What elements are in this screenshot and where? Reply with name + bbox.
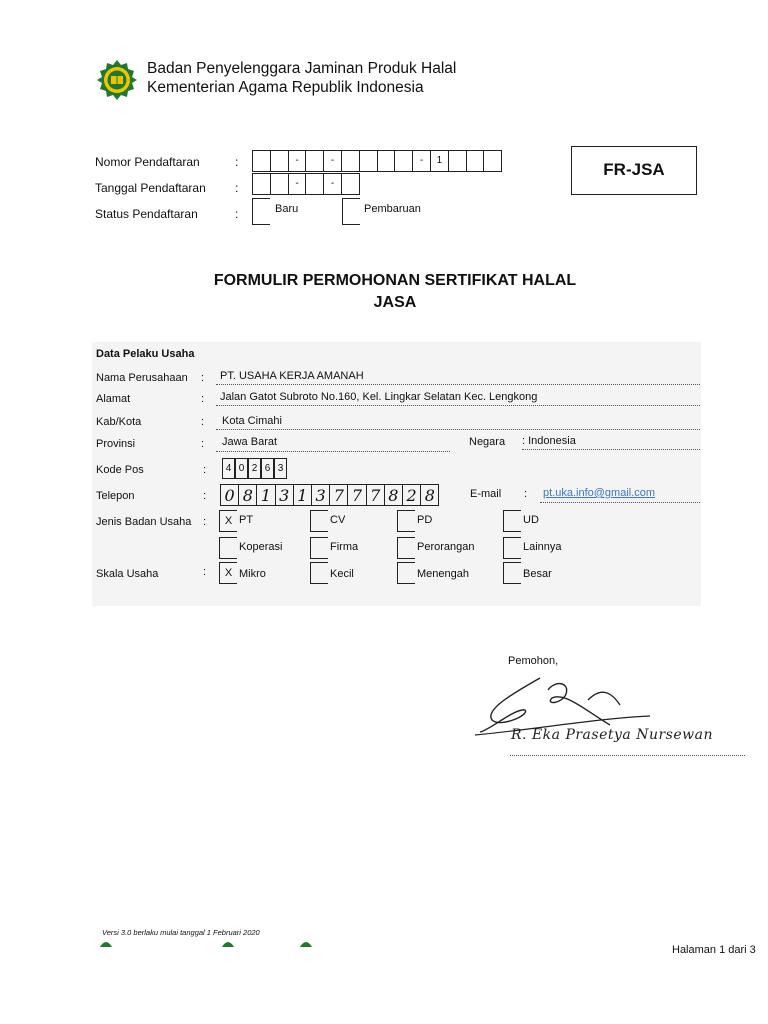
footer-leaf-icon bbox=[100, 940, 112, 948]
nomor-cell[interactable] bbox=[270, 150, 289, 172]
telepon-cell[interactable]: 3 bbox=[311, 484, 330, 506]
nomor-cell[interactable]: - bbox=[412, 150, 431, 172]
form-title: FORMULIR PERMOHONAN SERTIFIKAT HALAL bbox=[213, 272, 577, 289]
skala-option-label: Kecil bbox=[330, 568, 354, 580]
jenis-option-checkbox[interactable] bbox=[503, 537, 521, 559]
status-pendaftaran-label: Status Pendaftaran bbox=[95, 207, 198, 221]
telepon-cell[interactable]: 2 bbox=[402, 484, 421, 506]
telepon-cell[interactable]: 8 bbox=[384, 484, 403, 506]
telepon-cell[interactable]: 1 bbox=[256, 484, 275, 506]
signature-dotted-line bbox=[510, 755, 745, 756]
telepon-cell[interactable]: 7 bbox=[366, 484, 385, 506]
jenis-option-checkbox[interactable] bbox=[310, 537, 328, 559]
status-baru-label: Baru bbox=[275, 203, 299, 215]
tanggal-cell[interactable] bbox=[341, 173, 360, 195]
skala-option-checkbox[interactable] bbox=[503, 562, 521, 584]
skala-option-checkbox[interactable] bbox=[310, 562, 328, 584]
skala-option-label: Besar bbox=[523, 568, 552, 580]
colon: : bbox=[235, 207, 239, 221]
telepon-label: Telepon bbox=[96, 490, 135, 502]
colon: : bbox=[201, 438, 205, 450]
jenis-option-checkbox[interactable]: X bbox=[219, 510, 237, 532]
telepon-cell[interactable]: 7 bbox=[347, 484, 366, 506]
nomor-cell[interactable] bbox=[359, 150, 378, 172]
telepon-cell[interactable]: 1 bbox=[293, 484, 312, 506]
ministry-emblem-icon bbox=[96, 59, 138, 101]
status-baru-checkbox[interactable] bbox=[252, 198, 270, 225]
nomor-pendaftaran-label: Nomor Pendaftaran bbox=[95, 155, 200, 169]
tanggal-cell[interactable] bbox=[252, 173, 271, 195]
skala-option-checkbox[interactable]: X bbox=[219, 562, 237, 584]
jenis-option-label: Koperasi bbox=[239, 541, 283, 553]
alamat-value: Jalan Gatot Subroto No.160, Kel. Lingkar Selatan Kec. Lengkong bbox=[220, 391, 538, 403]
kode-pos-cell[interactable]: 6 bbox=[261, 458, 274, 479]
jenis-option-label: PD bbox=[417, 514, 433, 526]
colon: : bbox=[201, 372, 205, 384]
provinsi-value: Jawa Barat bbox=[222, 436, 278, 448]
form-code-box: FR-JSA bbox=[571, 146, 697, 195]
signer-name: R. Eka Prasetya Nursewan bbox=[511, 727, 713, 743]
colon: : bbox=[203, 516, 207, 528]
tanggal-cell[interactable]: - bbox=[288, 173, 307, 195]
email-label: E-mail bbox=[470, 488, 502, 500]
colon: : bbox=[201, 393, 205, 405]
dotted-line bbox=[216, 451, 450, 452]
negara-label: Negara bbox=[469, 436, 506, 448]
alamat-label: Alamat bbox=[96, 393, 131, 405]
dotted-line bbox=[216, 429, 700, 430]
skala-option-checkbox[interactable] bbox=[397, 562, 415, 584]
nomor-cell[interactable] bbox=[377, 150, 396, 172]
colon: : bbox=[201, 416, 205, 428]
telepon-cell[interactable]: 7 bbox=[329, 484, 348, 506]
jenis-option-label: UD bbox=[523, 514, 539, 526]
footer-leaf-icon bbox=[222, 940, 234, 948]
negara-value: : Indonesia bbox=[522, 435, 576, 447]
nama-perusahaan-value: PT. USAHA KERJA AMANAH bbox=[220, 370, 364, 382]
footer-leaf-icon bbox=[300, 940, 312, 948]
status-pembaruan-label: Pembaruan bbox=[364, 203, 421, 215]
colon: : bbox=[235, 181, 239, 195]
tanggal-cell[interactable] bbox=[305, 173, 324, 195]
tanggal-cell[interactable] bbox=[270, 173, 289, 195]
colon: : bbox=[235, 155, 239, 169]
telepon-cell[interactable]: 3 bbox=[275, 484, 294, 506]
jenis-option-checkbox[interactable] bbox=[397, 510, 415, 532]
dotted-line bbox=[540, 502, 700, 503]
form-subtitle: JASA bbox=[373, 294, 417, 311]
jenis-option-label: Perorangan bbox=[417, 541, 475, 553]
nomor-cell[interactable]: - bbox=[288, 150, 307, 172]
dotted-line bbox=[216, 405, 700, 406]
nomor-cell[interactable] bbox=[394, 150, 413, 172]
version-text: Versi 3.0 berlaku mulai tanggal 1 Februari 2020 bbox=[102, 928, 260, 937]
jenis-option-label: CV bbox=[330, 514, 346, 526]
kode-pos-cell[interactable]: 4 bbox=[222, 458, 235, 479]
jenis-option-label: Firma bbox=[330, 541, 359, 553]
jenis-option-label: Lainnya bbox=[523, 541, 562, 553]
nomor-cell[interactable] bbox=[483, 150, 502, 172]
provinsi-label: Provinsi bbox=[96, 438, 136, 450]
page-number: Halaman 1 dari 3 bbox=[672, 944, 756, 956]
jenis-option-checkbox[interactable] bbox=[219, 537, 237, 559]
kode-pos-cell[interactable]: 2 bbox=[248, 458, 261, 479]
org-name-line1: Badan Penyelenggara Jaminan Produk Halal bbox=[147, 60, 457, 77]
email-value[interactable]: pt.uka.info@gmail.com bbox=[543, 487, 656, 499]
nomor-cell[interactable]: - bbox=[323, 150, 342, 172]
colon: : bbox=[524, 488, 528, 500]
tanggal-pendaftaran-label: Tanggal Pendaftaran bbox=[95, 181, 206, 195]
jenis-option-label: PT bbox=[239, 514, 254, 526]
tanggal-cell[interactable]: - bbox=[323, 173, 342, 195]
kabkota-value: Kota Cimahi bbox=[222, 415, 282, 427]
status-pembaruan-checkbox[interactable] bbox=[342, 198, 360, 225]
telepon-cell[interactable]: 0 bbox=[220, 484, 239, 506]
skala-option-label: Menengah bbox=[417, 568, 469, 580]
nomor-cell[interactable]: 1 bbox=[430, 150, 449, 172]
nomor-cell[interactable] bbox=[448, 150, 467, 172]
nomor-cell[interactable] bbox=[341, 150, 360, 172]
kode-pos-cell[interactable]: 0 bbox=[235, 458, 248, 479]
telepon-cell[interactable]: 8 bbox=[238, 484, 257, 506]
dotted-line bbox=[216, 384, 700, 385]
kode-pos-label: Kode Pos bbox=[96, 464, 144, 476]
nomor-cell[interactable] bbox=[466, 150, 485, 172]
skala-option-label: Mikro bbox=[239, 568, 266, 580]
skala-usaha-label: Skala Usaha bbox=[96, 568, 159, 580]
jenis-option-checkbox[interactable] bbox=[310, 510, 328, 532]
nomor-cell[interactable] bbox=[252, 150, 271, 172]
nama-perusahaan-label: Nama Perusahaan bbox=[96, 372, 188, 384]
nomor-cell[interactable] bbox=[305, 150, 324, 172]
colon: : bbox=[203, 464, 207, 476]
kode-pos-cell[interactable]: 3 bbox=[274, 458, 287, 479]
jenis-option-checkbox[interactable] bbox=[397, 537, 415, 559]
pemohon-label: Pemohon, bbox=[508, 655, 559, 667]
telepon-cell[interactable]: 8 bbox=[420, 484, 439, 506]
jenis-option-checkbox[interactable] bbox=[503, 510, 521, 532]
section-title: Data Pelaku Usaha bbox=[96, 348, 195, 360]
org-name-line2: Kementerian Agama Republik Indonesia bbox=[147, 79, 424, 96]
jenis-badan-usaha-label: Jenis Badan Usaha bbox=[96, 516, 192, 528]
colon: : bbox=[203, 566, 207, 578]
colon: : bbox=[203, 490, 207, 502]
dotted-line bbox=[522, 449, 700, 450]
kabkota-label: Kab/Kota bbox=[96, 416, 142, 428]
